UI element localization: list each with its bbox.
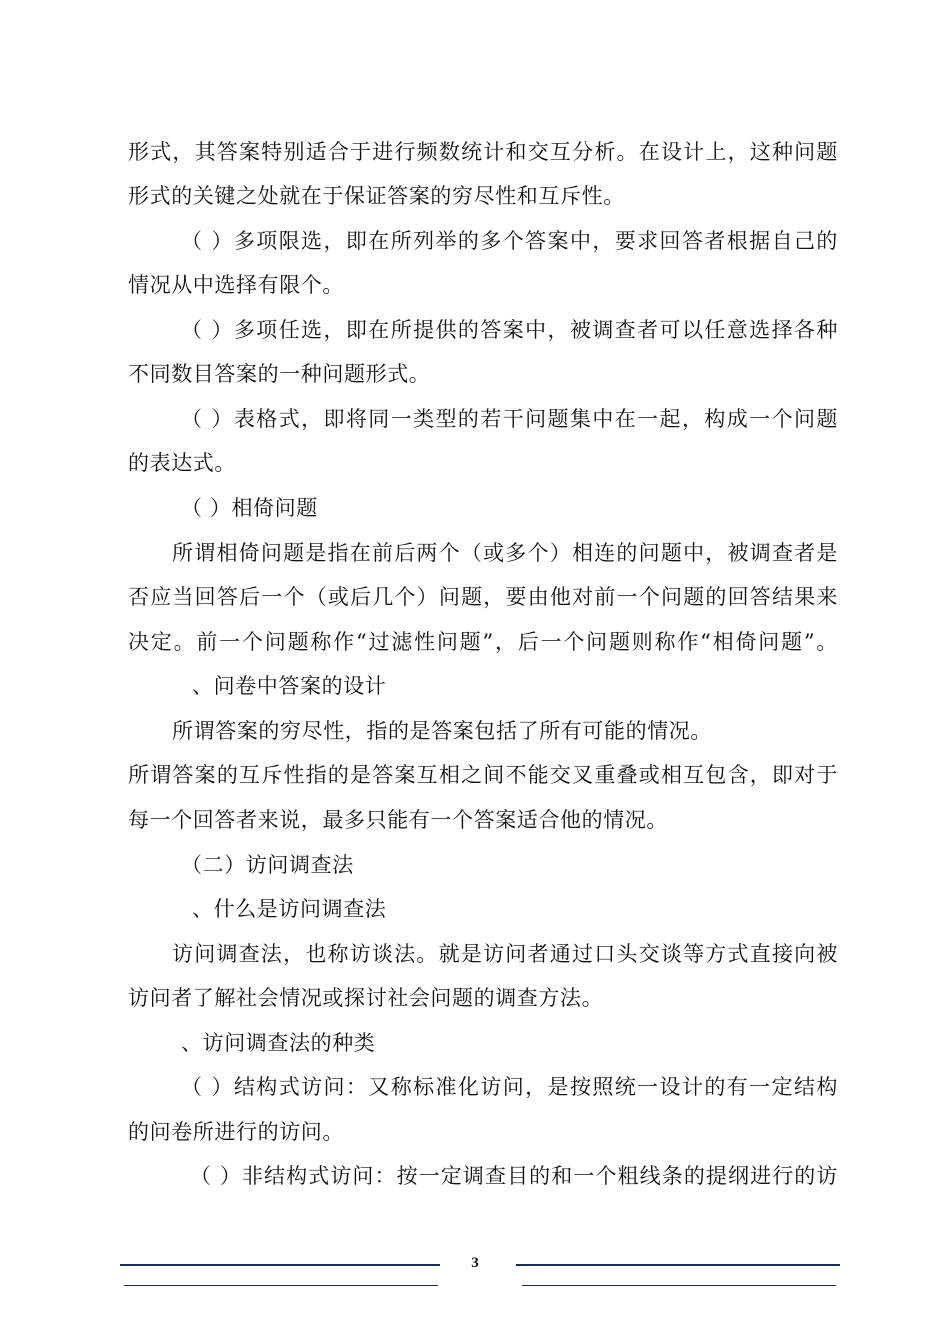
- footer-rule-right: [516, 1264, 840, 1266]
- section-heading: 、问卷中答案的设计: [192, 674, 387, 698]
- text-line: （ ）表格式，即将同一类型的若干问题集中在一起，构成一个问题: [181, 407, 838, 431]
- page-number: 3: [471, 1255, 479, 1271]
- text-line: （ ）非结构式访问：按一定调查目的和一个粗线条的提纲进行的访: [190, 1164, 838, 1188]
- text-line: （ ）相倚问题: [181, 496, 318, 520]
- footer-rule-left-lower: [124, 1285, 438, 1286]
- text-line: 所谓答案的互斥性指的是答案互相之间不能交叉重叠或相互包含，即对于: [128, 763, 838, 787]
- text-line: （ ）结构式访问：又称标准化访问，是按照统一设计的有一定结构: [181, 1075, 838, 1099]
- text-line: 形式，其答案特别适合于进行频数统计和交互分析。在设计上，这种问题: [128, 140, 838, 164]
- text-line: 不同数目答案的一种问题形式。: [128, 362, 431, 386]
- text-line: 的问卷所进行的访问。: [128, 1120, 344, 1144]
- text-line: （ ）多项限选，即在所列举的多个答案中，要求回答者根据自己的: [181, 229, 838, 253]
- text-line: 否应当回答后一个（或后几个）问题，要由他对前一个问题的回答结果来: [128, 585, 838, 609]
- section-heading: 、什么是访问调查法: [192, 897, 387, 921]
- footer-rule-right-lower: [522, 1285, 836, 1286]
- text-line: 所谓答案的穷尽性，指的是答案包括了所有可能的情况。: [172, 719, 712, 743]
- text-line: 决定。前一个问题称作“过滤性问题”，后一个问题则称作“相倚问题”。: [128, 630, 838, 654]
- text-line: 所谓相倚问题是指在前后两个（或多个）相连的问题中，被调查者是: [172, 541, 838, 565]
- text-line: 的表达式。: [128, 451, 236, 475]
- text-line: 情况从中选择有限个。: [128, 273, 344, 297]
- section-heading: （二）访问调查法: [181, 853, 354, 877]
- text-line: 形式的关键之处就在于保证答案的穷尽性和互斥性。: [128, 184, 625, 208]
- text-line: 访问调查法，也称访谈法。就是访问者通过口头交谈等方式直接向被: [172, 942, 838, 966]
- text-line: 访问者了解社会情况或探讨社会问题的调查方法。: [128, 986, 604, 1010]
- text-line: （ ）多项任选，即在所提供的答案中，被调查者可以任意选择各种: [181, 318, 838, 342]
- text-line: 每一个回答者来说，最多只能有一个答案适合他的情况。: [128, 808, 668, 832]
- section-heading: 、访问调查法的种类: [181, 1031, 376, 1055]
